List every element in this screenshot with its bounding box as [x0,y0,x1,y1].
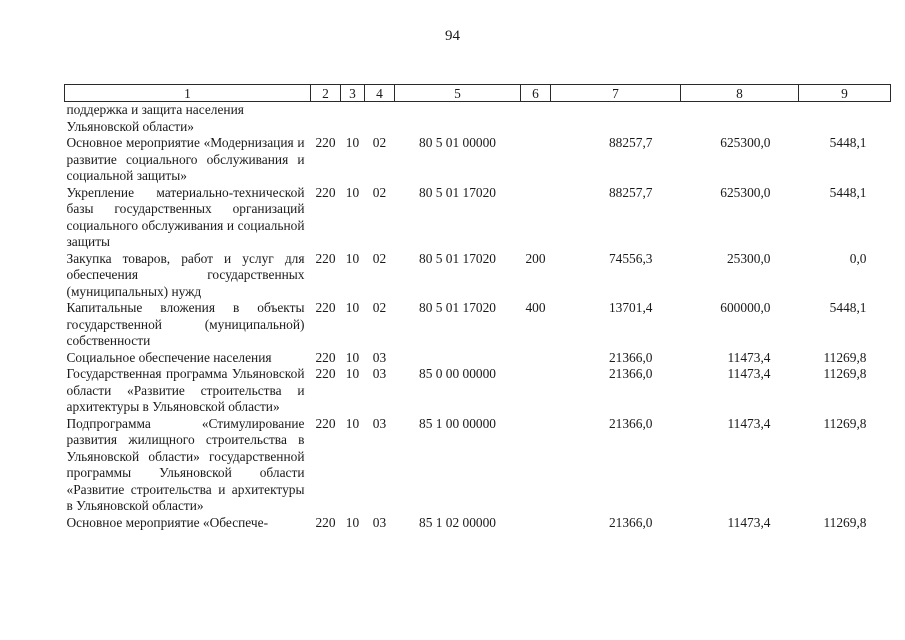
cell-9: 5448,1 [829,135,867,150]
cell-4: 03 [372,415,387,431]
cell-2: 220 [315,135,336,150]
cell-2 [311,102,341,136]
table-row [65,251,891,301]
cell-4: 02 [372,300,387,315]
cell-4: 03 [372,366,387,381]
cell-7: 21366,0 [608,366,653,381]
cell-5 [395,350,521,367]
cell-3: 10 [345,415,360,431]
column-header: 9 [799,85,891,102]
cell-8: 11473,4 [727,349,771,365]
row-name: Основное мероприятие «Модернизация и развитие социального обслуживания и социальной защиты» [66,135,305,183]
cell-7: 13701,4 [608,300,653,315]
cell-4: 03 [372,514,387,530]
cell-8: 11473,4 [727,514,771,530]
cell-6 [521,135,551,185]
column-header: 8 [681,85,799,102]
row-name: поддержка и защита населения Ульяновской области» [66,102,244,134]
cell-6 [521,185,551,251]
cell-7: 88257,7 [608,184,653,200]
cell-4: 03 [372,349,387,365]
cell-3: 10 [345,514,360,530]
column-header: 1 [65,85,311,102]
cell-5: 80 5 01 00000 [419,135,496,150]
page-number: 94 [445,28,460,44]
cell-4: 02 [372,184,387,200]
cell-3 [341,102,365,136]
cell-6 [521,102,551,136]
cell-3: 10 [345,135,360,150]
cell-4: 02 [372,135,387,150]
budget-table [64,84,891,531]
cell-9 [799,102,891,136]
row-name: Подпрограмма «Стимулирование развития жилищного строительства в Ульяновской области» государственной программы Ульяновской области «Развитие строительства и архитектуры в Ульяновской области» [66,415,305,513]
table-row [65,185,891,251]
cell-9: 5448,1 [829,184,867,200]
cell-5: 80 5 01 17020 [419,300,496,315]
column-header: 4 [365,85,395,102]
cell-6: 400 [525,300,546,315]
column-header: 5 [395,85,521,102]
row-name: Капитальные вложения в объекты государственной (муниципальной) собственности [66,300,305,348]
cell-7: 21366,0 [608,514,653,530]
cell-9: 0,0 [849,250,867,266]
cell-7: 88257,7 [608,135,653,150]
column-header: 3 [341,85,365,102]
cell-6: 200 [525,250,546,266]
table-row [65,366,891,416]
cell-9: 11269,8 [823,349,867,365]
cell-8: 25300,0 [726,250,771,266]
table-row [65,135,891,185]
cell-8: 600000,0 [720,300,771,315]
cell-2: 220 [315,300,336,315]
cell-9: 5448,1 [829,300,867,315]
cell-5: 80 5 01 17020 [419,184,496,200]
row-name: Основное мероприятие «Обеспече- [66,514,269,530]
cell-2: 220 [315,250,336,266]
table-row [65,515,891,532]
cell-3: 10 [345,184,360,200]
cell-8: 625300,0 [720,184,771,200]
cell-8: 625300,0 [720,135,771,150]
column-header: 2 [311,85,341,102]
cell-6 [521,515,551,532]
cell-3: 10 [345,250,360,266]
column-header: 7 [551,85,681,102]
column-header: 6 [521,85,551,102]
table-row [65,102,891,136]
cell-3: 10 [345,349,360,365]
cell-2: 220 [315,415,336,431]
table-row [65,416,891,515]
cell-2: 220 [315,366,336,381]
cell-7: 21366,0 [608,349,653,365]
cell-6 [521,416,551,515]
row-name: Социальное обеспечение населения [66,349,272,365]
row-name: Закупка товаров, работ и услуг для обеспечения государственных (муниципальных) нужд [66,250,305,299]
cell-4: 02 [372,250,387,266]
table-header-row [65,85,891,102]
cell-3: 10 [345,300,360,315]
table-row [65,350,891,367]
cell-6 [521,350,551,367]
cell-9: 11269,8 [823,415,867,431]
row-name: Государственная программа Ульяновской области «Развитие строительства и архитектуры в Ульяновской области» [66,366,305,414]
cell-5: 85 1 00 00000 [419,415,496,431]
cell-2: 220 [315,514,336,530]
cell-7: 21366,0 [608,415,653,431]
cell-3: 10 [345,366,360,381]
cell-6 [521,366,551,416]
cell-9: 11269,8 [823,366,867,381]
cell-7 [551,102,681,136]
cell-8 [681,102,799,136]
cell-2: 220 [315,349,336,365]
cell-5 [395,102,521,136]
cell-7: 74556,3 [608,250,653,266]
row-name: Укрепление материально-технической базы государственных организаций социального обслуживания и социальной защиты [66,184,305,249]
cell-5: 85 0 00 00000 [419,366,496,381]
cell-4 [365,102,395,136]
cell-2: 220 [315,184,336,200]
cell-8: 11473,4 [727,415,771,431]
cell-5: 80 5 01 17020 [419,250,496,266]
table-row [65,300,891,350]
cell-8: 11473,4 [727,366,771,381]
cell-5: 85 1 02 00000 [419,514,496,530]
cell-9: 11269,8 [823,514,867,530]
